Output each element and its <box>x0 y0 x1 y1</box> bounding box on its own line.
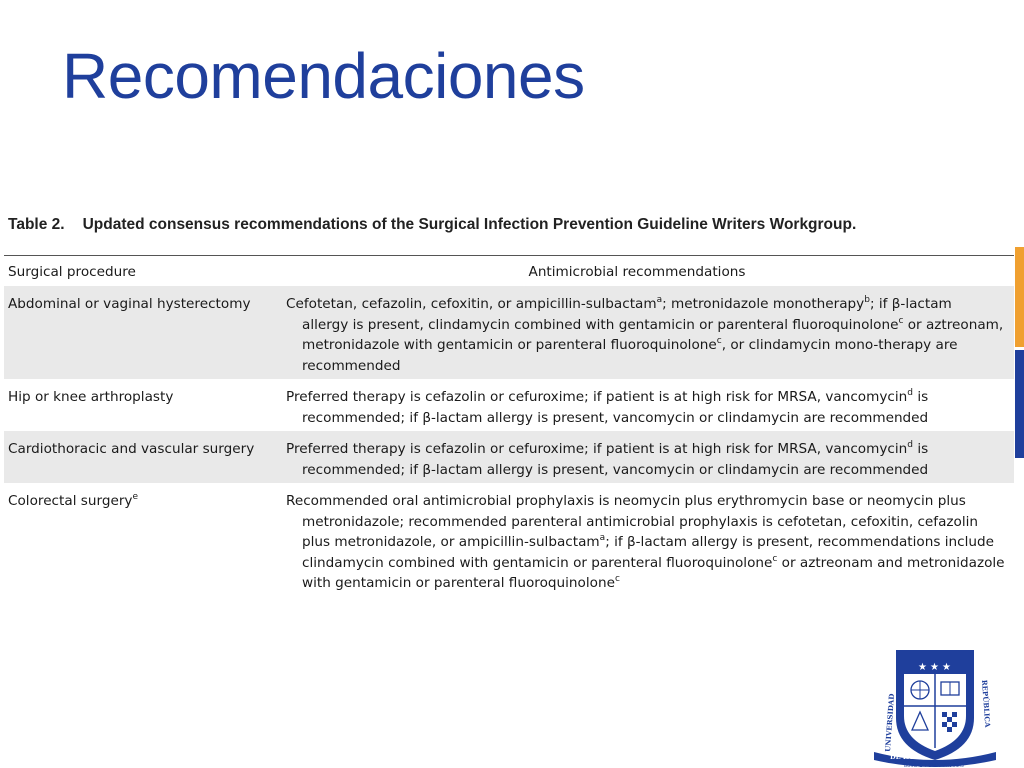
table-caption-text: Updated consensus recommendations of the Surgical Infection Prevention Guideline Writers Workgroup. <box>82 216 857 233</box>
university-crest-icon <box>870 640 1010 768</box>
recommendation-cell: Preferred therapy is cefazolin or cefuroxime; if patient is at high risk for MRSA, vancomycin$^d$ is recommended; if β-lactam allergy is present, vancomycin or clindamycin are recommended <box>286 440 929 478</box>
svg-text:REPÚBLICA: REPÚBLICA <box>980 679 993 728</box>
svg-text:★: ★ <box>942 662 951 673</box>
table-row <box>4 286 1014 379</box>
table-row <box>4 431 1014 483</box>
table-label: Table 2. <box>8 216 65 233</box>
recommendation-cell: Cefotetan, cefazolin, cefoxitin, or ampicillin-sulbactam$^a$; metronidazole monotherapy$^b$; if β-lactam allergy is present, clindamycin combined with gentamicin or parenteral fluoroquinolone$^c$ or aztreonam, metronidazole with gentamicin or parenteral fluoroquinolone$^c$, or clindamycin mono-therapy are recommended <box>286 295 1004 374</box>
accent-bar-blue <box>1015 350 1024 458</box>
procedure-cell: Hip or knee arthroplasty <box>8 389 174 405</box>
table-caption <box>8 216 998 234</box>
table-row <box>4 483 1014 597</box>
svg-text:DE LA: DE LA <box>890 753 913 761</box>
recommendation-cell: Preferred therapy is cefazolin or cefuroxime; if patient is at high risk for MRSA, vancomycin$^d$ is recommended; if β-lactam allergy is present, vancomycin or clindamycin are recommended <box>286 388 929 426</box>
svg-text:★: ★ <box>930 662 939 673</box>
recommendation-cell: Recommended oral antimicrobial prophylaxis is neomycin plus erythromycin base or neomycin plus metronidazole; recommended parenteral antimicrobial prophylaxis is cefotetan, cefoxitin, cefazolin plus metronidazole, or ampicillin-sulbactam$^a$; if β-lactam allergy is present, recommendations include clindamycin combined with gentamicin or parenteral fluoroquinolone$^c$ or aztreonam and metronidazole with gentamicin or parenteral fluoroquinolone$^c$ <box>286 493 1005 591</box>
procedure-cell: Abdominal or vaginal hysterectomy <box>8 296 251 312</box>
svg-text:★: ★ <box>918 662 927 673</box>
table-top-rule <box>4 255 1014 256</box>
table-row <box>4 379 1014 431</box>
table-header <box>4 257 1014 286</box>
procedure-cell: Colorectal surgery$^e$ <box>8 492 139 509</box>
header-procedure: Surgical procedure <box>8 263 136 280</box>
svg-text:BUSCAD Y ENCONTRAREIS: BUSCAD Y ENCONTRAREIS <box>904 764 964 768</box>
recommendations-table <box>4 257 1014 597</box>
slide-title: Recomendaciones <box>62 40 585 112</box>
svg-text:UNIVERSIDAD: UNIVERSIDAD <box>883 693 897 753</box>
procedure-cell: Cardiothoracic and vascular surgery <box>8 441 255 457</box>
accent-bar-orange <box>1015 247 1024 347</box>
header-recommendation: Antimicrobial recommendations <box>528 263 746 280</box>
